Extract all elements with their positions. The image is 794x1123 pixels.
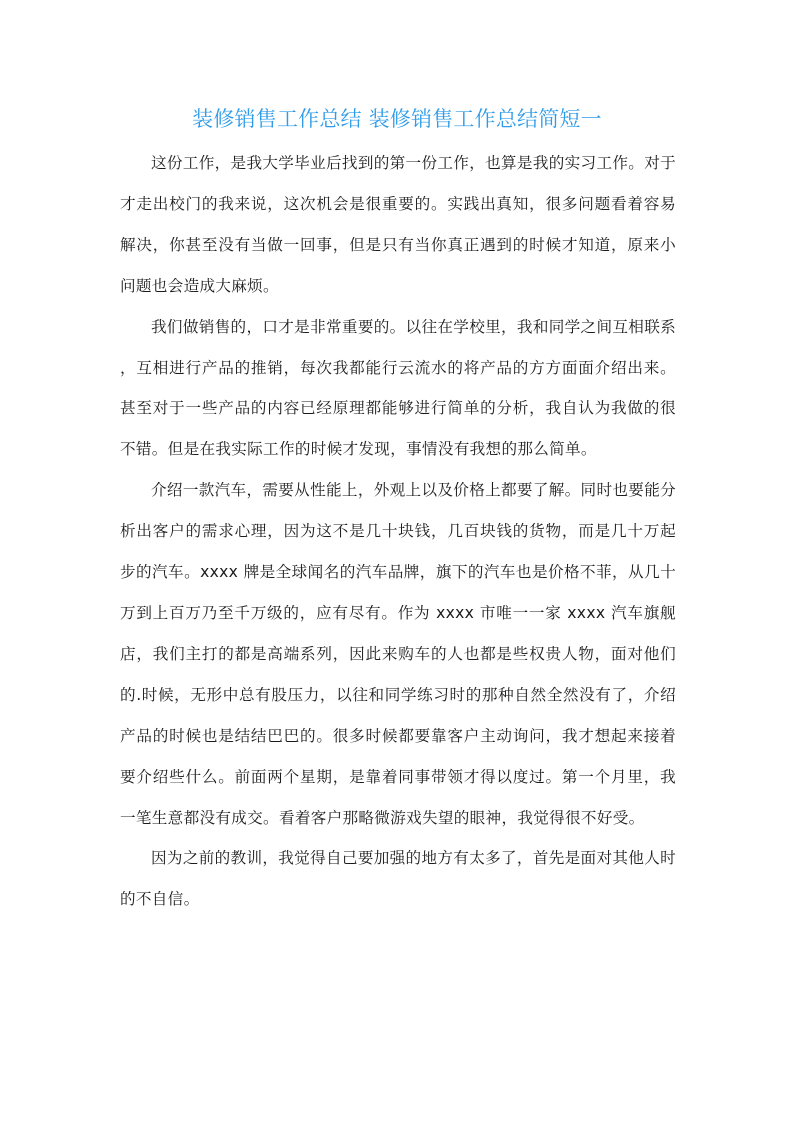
paragraph-4: 因为之前的教训，我觉得自己要加强的地方有太多了，首先是面对其他人时的不自信。 [120, 849, 676, 909]
paragraph-3: 介绍一款汽车，需要从性能上，外观上以及价格上都要了解。同时也要能分析出客户的需求心理，因为这不是几十块钱，几百块钱的货物，而是几十万起步的汽车。xxxx 牌是全球闻名的汽车品牌，旗下的汽车也是价格不菲，从几十万到上百万乃至千万级的，应有尽有。作为 xxxx 市唯一一家 xxxx 汽车旗舰店，我们主打的都是高端系列，因此来购车的人也都是些权贵人物，面对他们的.时候，无形中总有股压力，以往和同学练习时的那种自然全然没有了，介绍产品的时候也是结结巴巴的。很多时候都要靠客户主动询问，我才想起来接着要介绍些什么。前面两个星期，是靠着同事带领才得以度过。第一个月里，我一笔生意都没有成交。看着客户那略微游戏失望的眼神，我觉得很不好受。 [120, 481, 676, 827]
paragraph-2: 我们做销售的，口才是非常重要的。以往在学校里，我和同学之间互相联系，互相进行产品的推销，每次我都能行云流水的将产品的方方面面介绍出来。甚至对于一些产品的内容已经原理都能够进行简单的分析，我自认为我做的很不错。但是在我实际工作的时候才发现，事情没有我想的那么简单。 [120, 317, 676, 459]
document-body [120, 143, 676, 920]
document-title: 装修销售工作总结 装修销售工作总结简短一 [192, 107, 602, 131]
paragraph-1: 这份工作，是我大学毕业后找到的第一份工作，也算是我的实习工作。对于才走出校门的我来说，这次机会是很重要的。实践出真知，很多问题看着容易解决，你甚至没有当做一回事，但是只有当你真正遇到的时候才知道，原来小问题也会造成大麻烦。 [120, 154, 676, 295]
